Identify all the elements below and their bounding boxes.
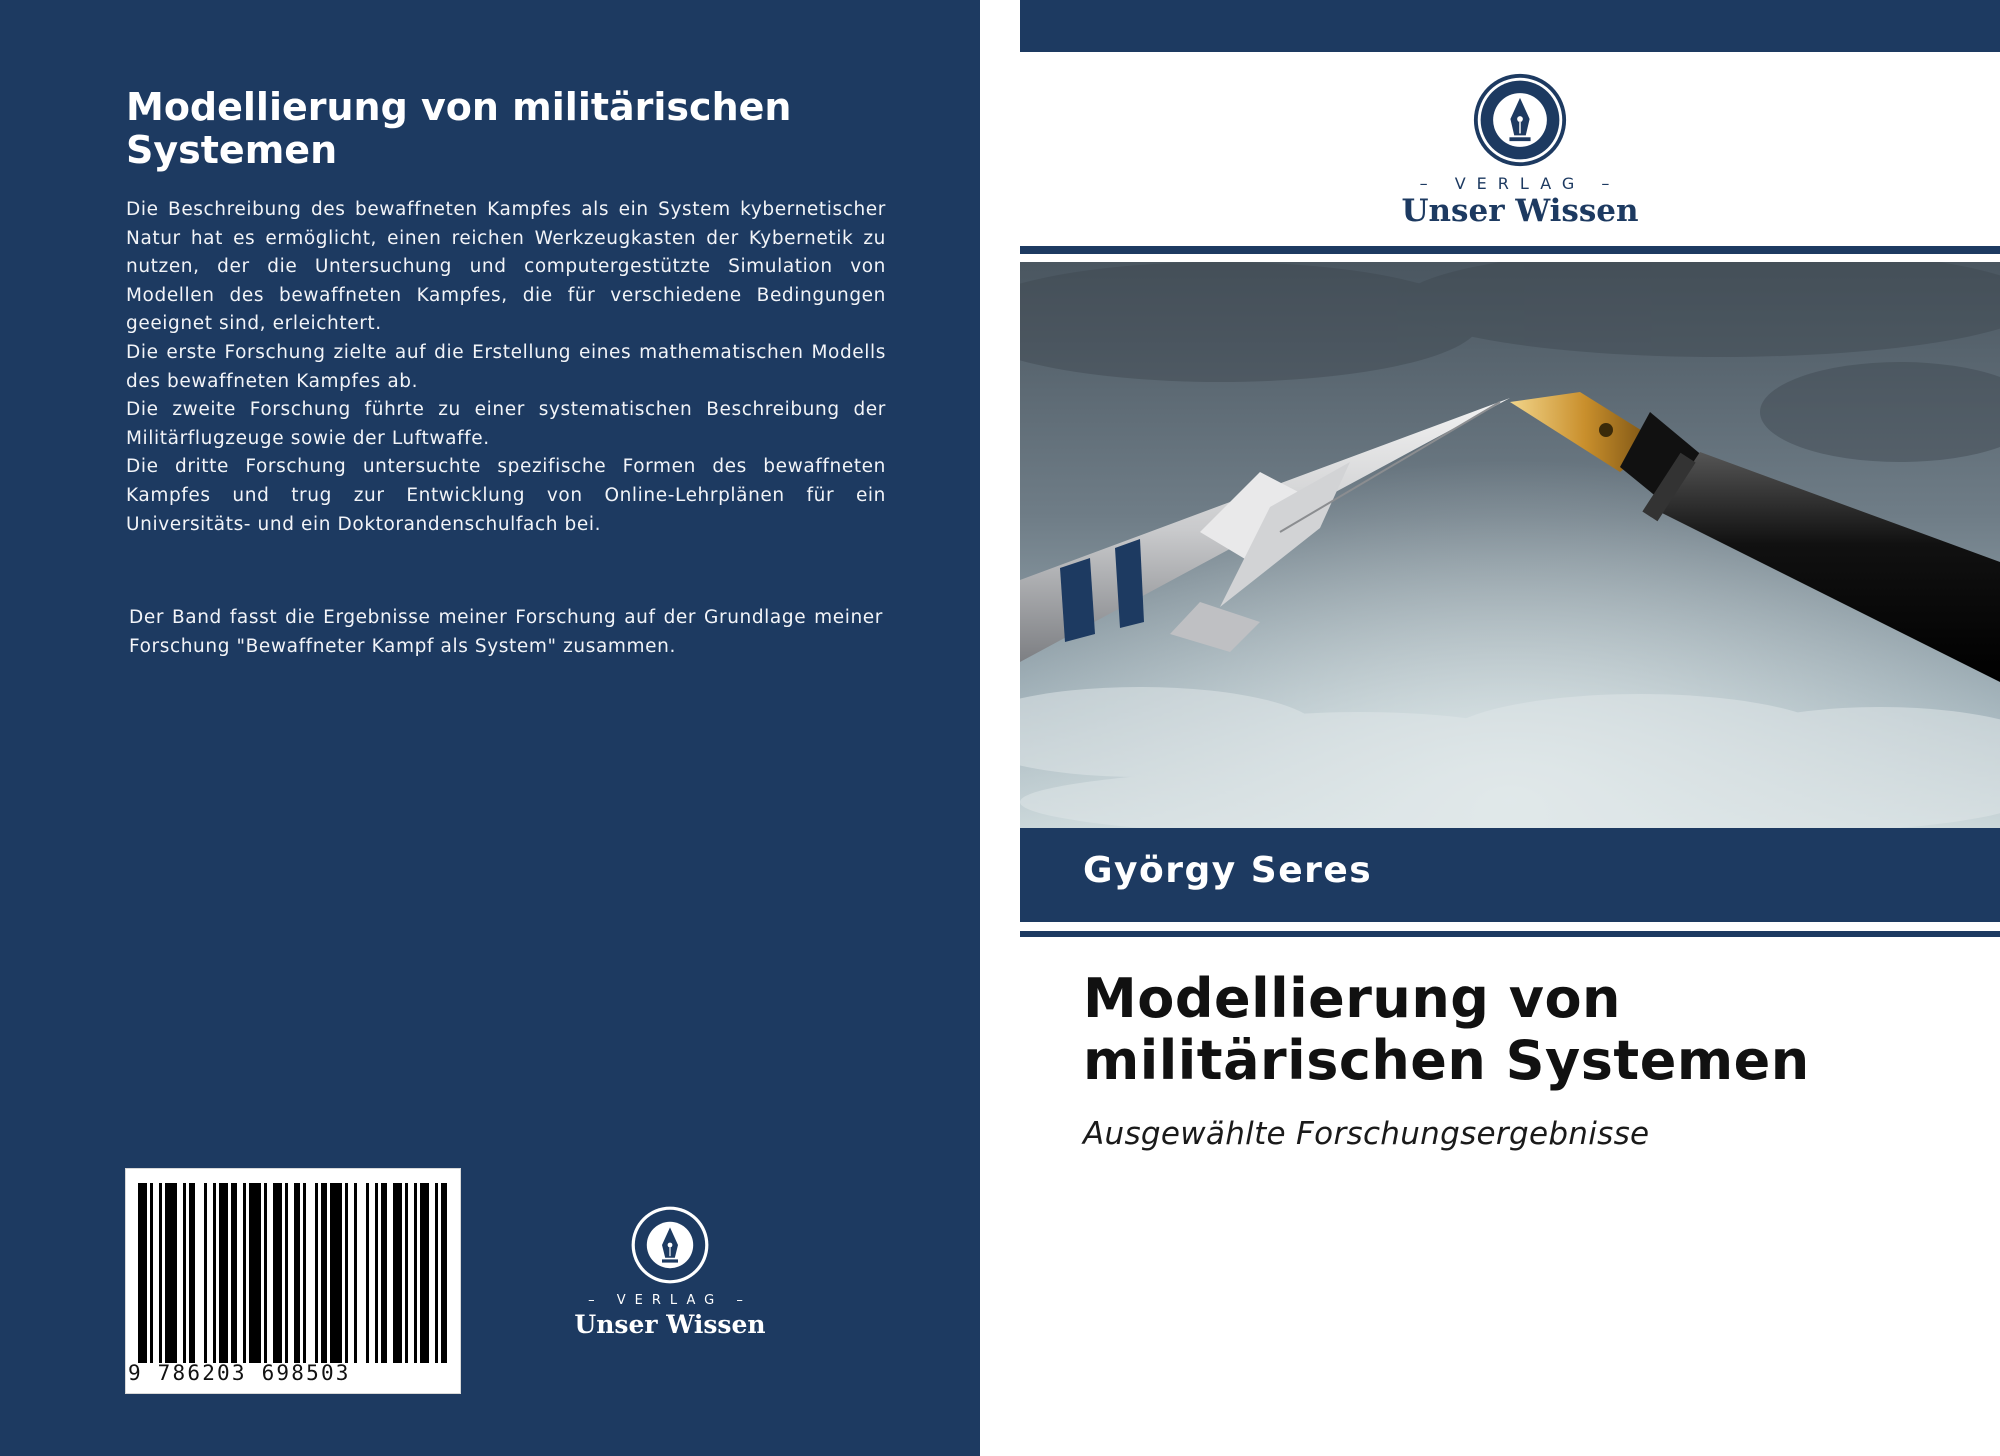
front-cover [1020, 0, 2000, 1456]
publisher-brand: Unser Wissen [574, 1310, 766, 1339]
isbn-number: 9 786203 698503 [128, 1361, 351, 1385]
divider-rule [1020, 931, 2000, 937]
back-cover-title: Modellierung von militärischen Systemen [126, 85, 792, 172]
back-cover-note: Der Band fasst die Ergebnisse meiner Forschung auf der Grundlage meiner Forschung "Bewaffneter Kampf als System" zusammen. [129, 607, 883, 657]
cover-illustration [1020, 262, 2000, 828]
publisher-logo-front [1390, 72, 1650, 229]
description-paragraph: Die zweite Forschung führte zu einer systematischen Beschreibung der Militärflugzeuge sowie der Luftwaffe. [126, 399, 886, 449]
back-cover-description [126, 196, 886, 539]
publisher-brand: Unser Wissen [1401, 193, 1639, 229]
front-top-bar [1020, 0, 2000, 52]
divider-rule [1020, 246, 2000, 254]
front-cover-title: Modellierung von militärischen Systemen [1083, 967, 1810, 1092]
author-band [1020, 828, 2000, 922]
back-cover [0, 0, 980, 1456]
missile-and-pen-image [1020, 262, 2000, 828]
publisher-verlag-label: – VERLAG – [588, 1293, 752, 1308]
publisher-verlag-label: – VERLAG – [1419, 174, 1621, 193]
description-paragraph: Die dritte Forschung untersuchte spezifische Formen des bewaffneten Kampfes und trug zur Entwicklung von Online-Lehrplänen für ein Universitäts- und ein Doktorandenschulfach bei. [126, 456, 886, 535]
publisher-seal-icon [1472, 72, 1568, 168]
publisher-logo-back [560, 1205, 780, 1339]
front-cover-subtitle: Ausgewählte Forschungsergebnisse [1083, 1116, 1650, 1152]
description-paragraph: Die Beschreibung des bewaffneten Kampfes als ein System kybernetischer Natur hat es ermöglicht, einen reichen Werkzeugkasten der Kybernetik zu nutzen, der die Untersuchung und computergestützte Simulation von Modellen des bewaffneten Kampfes, die für verschiedene Bedingungen geeignet sind, erleichtert. [126, 199, 886, 335]
publisher-seal-icon [630, 1205, 710, 1285]
author-name: György Seres [1083, 850, 1373, 891]
description-paragraph: Die erste Forschung zielte auf die Erstellung eines mathematischen Modells des bewaffneten Kampfes ab. [126, 341, 886, 392]
isbn-barcode [125, 1168, 461, 1394]
